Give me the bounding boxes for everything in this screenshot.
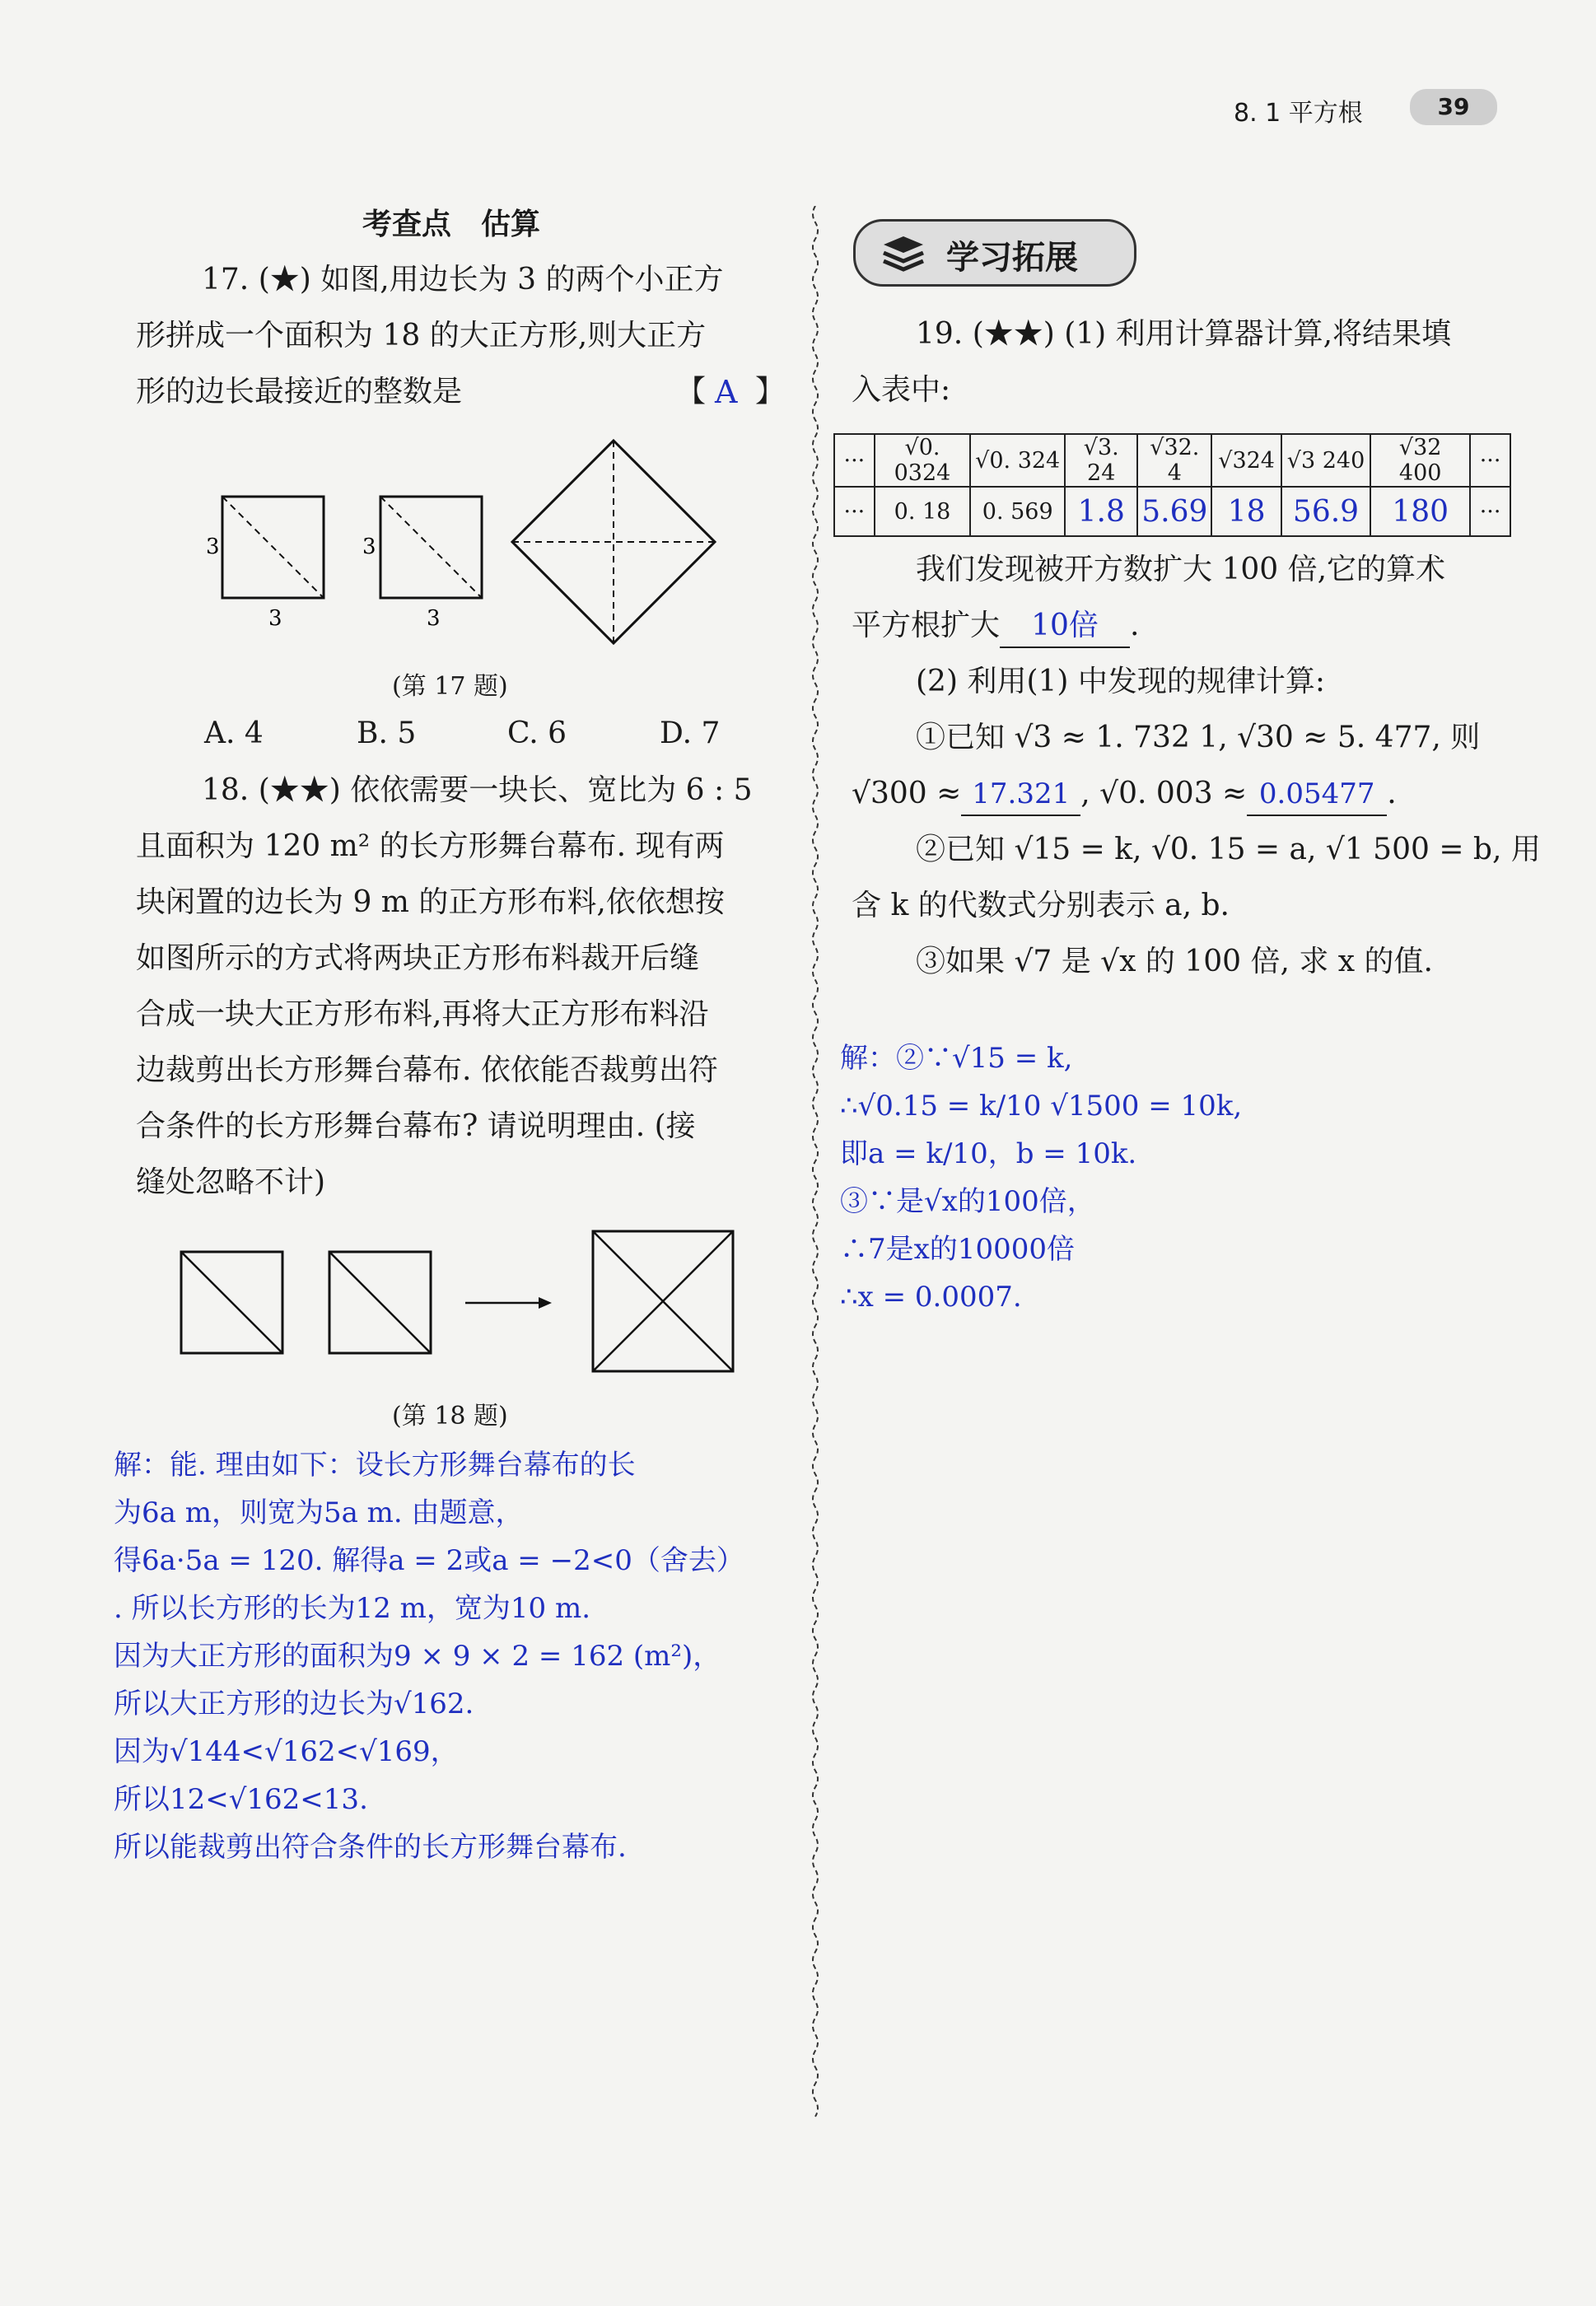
p1-mid: , √0. 003 ≈ (1080, 777, 1248, 810)
solution-line: 因为大正方形的面积为9 × 9 × 2 = 162 (m²)， (114, 1640, 721, 1673)
figure-17-caption: (第 17 题) (392, 672, 508, 701)
dashed-diagonal (380, 497, 482, 598)
q18-line: 合成一块大正方形布料,再将大正方形布料沿 (136, 997, 709, 1031)
cut-line (181, 1252, 282, 1353)
figure-17 (189, 432, 725, 647)
option-d: D. 7 (660, 717, 721, 750)
page-number: 39 (1410, 89, 1497, 125)
badge-label: 学习拓展 (946, 239, 1078, 277)
table-cell: √324 (1211, 434, 1281, 487)
section-title: 考查点 估算 (362, 208, 541, 241)
p1-lead: √300 ≈ (852, 777, 962, 810)
q17-bracket-open: 【 (676, 375, 707, 408)
p1-answer-2: 0.05477 (1247, 773, 1387, 816)
table-cell: √0. 324 (970, 434, 1065, 487)
solution-line: ∴7是x的10000倍 (840, 1233, 1075, 1266)
solution-line: ∴x = 0.0007. (840, 1281, 1022, 1314)
book-icon (880, 233, 926, 273)
q19-line: 19. (★★) (1) 利用计算器计算,将结果填 (916, 317, 1452, 351)
p1-line: ①已知 √3 ≈ 1. 732 1, √30 ≈ 5. 477, 则 (916, 721, 1481, 754)
observe-line: 平方根扩大 (852, 609, 1001, 642)
solution-line: ∴√0.15 = k/10 √1500 = 10k, (840, 1090, 1243, 1123)
solution-line: 所以大正方形的边长为√162. (114, 1687, 474, 1720)
solution-line: 因为√144<√162<√169， (114, 1735, 459, 1768)
q18-line: 且面积为 120 m² 的长方形舞台幕布. 现有两 (136, 829, 725, 863)
q18-line: 18. (★★) 依依需要一块长、宽比为 6 : 5 (202, 773, 753, 807)
answer-cell: 18 (1211, 487, 1281, 536)
solution-line: 解：②∵√15 = k, (840, 1042, 1073, 1075)
table-cell: 0. 569 (970, 487, 1065, 536)
table-row (834, 487, 1510, 536)
solution-line: 得6a·5a = 120. 解得a = 2或a = −2<0（舍去） (114, 1544, 744, 1577)
observe-line: 我们发现被开方数扩大 100 倍,它的算术 (916, 553, 1446, 586)
option-a: A. 4 (204, 717, 264, 750)
figure-18 (173, 1227, 749, 1379)
solution-line: ③∵是√x的100倍， (840, 1185, 1095, 1218)
table-row (834, 434, 1510, 487)
q17-bracket-close: 】 (755, 375, 786, 408)
q18-line: 边裁剪出长方形舞台幕布. 依依能否裁剪出符 (136, 1053, 718, 1087)
table-cell: √0. 0324 (875, 434, 970, 487)
q17-text (136, 252, 795, 420)
table-cell: √3 240 (1281, 434, 1370, 487)
solution-line: 解：能. 理由如下：设长方形舞台幕布的长 (114, 1449, 636, 1482)
table-cell: ··· (834, 434, 875, 487)
q18-line: 合条件的长方形舞台幕布? 请说明理由. (接 (136, 1109, 696, 1143)
study-extension-badge (853, 219, 1136, 287)
p1-answer-1: 17.321 (961, 773, 1080, 816)
q18-solution (114, 1441, 797, 1871)
answer-cell: 1.8 (1065, 487, 1137, 536)
solution-line: . 所以长方形的长为12 m，宽为10 m. (114, 1592, 591, 1625)
side-label: 3 (268, 606, 282, 631)
q17-line: 形拼成一个面积为 18 的大正方形,则大正方 (136, 319, 707, 352)
q17-line: 17. (★) 如图,用边长为 3 的两个小正方 (202, 263, 724, 296)
q19-body: 我们发现被开方数扩大 100 倍,它的算术 平方根扩大 10倍 . (2) 利用(1) 中发现的规律计算: ①已知 √3 ≈ 1. 732 1, √30 ≈ 5. 477, 则 √300 ≈ 17.321 , √0. 003 ≈ 0.05477 . ②已知 √15 = k, √0. 15 = a, √1 500 = b, 用 含 k 的代数式分别表示 a, b. ③如果 √7 是 √x 的 100 倍, 求 x 的值. (852, 542, 1560, 990)
table-cell: ··· (834, 487, 875, 536)
table-cell: ··· (1470, 487, 1510, 536)
part2-line: (2) 利用(1) 中发现的规律计算: (916, 665, 1326, 698)
answer-cell: 5.69 (1137, 487, 1211, 536)
solution-line: 所以12<√162<13. (114, 1783, 368, 1816)
q18-text (136, 763, 795, 1211)
side-label: 3 (206, 534, 220, 559)
option-b: B. 5 (357, 717, 417, 750)
table-cell: √32 400 (1370, 434, 1470, 487)
header-section: 8. 1 平方根 (1234, 99, 1363, 128)
q17-answer: A (715, 374, 738, 410)
solution-line: 为6a m，则宽为5a m. 由题意， (114, 1496, 524, 1529)
arrow-head (539, 1297, 552, 1309)
side-label: 3 (362, 534, 376, 559)
figure-18-caption: (第 18 题) (392, 1402, 508, 1431)
solution-line: 即a = k/10，b = 10k. (840, 1137, 1137, 1170)
table-cell: ··· (1470, 434, 1510, 487)
observe-answer: 10倍 (1000, 605, 1130, 648)
table-cell: √32. 4 (1137, 434, 1211, 487)
q19-intro (852, 306, 1543, 418)
table-cell: √3. 24 (1065, 434, 1137, 487)
solution-line: 所以能裁剪出符合条件的长方形舞台幕布. (114, 1831, 627, 1864)
answer-cell: 180 (1370, 487, 1470, 536)
side-label: 3 (427, 606, 441, 631)
q18-line: 缝处忽略不计) (136, 1165, 326, 1199)
q18-line: 如图所示的方式将两块正方形布料裁开后缝 (136, 941, 700, 975)
p3-line: ③如果 √7 是 √x 的 100 倍, 求 x 的值. (916, 945, 1433, 978)
p2-line: ②已知 √15 = k, √0. 15 = a, √1 500 = b, 用 (916, 833, 1541, 866)
large-square (512, 441, 715, 643)
q18-line: 块闲置的边长为 9 m 的正方形布料,依依想按 (136, 885, 725, 919)
q19-solution (840, 1034, 1548, 1321)
dashed-diagonal (222, 497, 324, 598)
cut-line (329, 1252, 431, 1353)
calc-table (833, 433, 1511, 537)
table-cell: 0. 18 (875, 487, 970, 536)
q19-line: 入表中: (852, 373, 951, 407)
q17-line: 形的边长最接近的整数是 (136, 375, 463, 408)
column-divider (807, 206, 824, 2125)
answer-cell: 56.9 (1281, 487, 1370, 536)
p2-line: 含 k 的代数式分别表示 a, b. (852, 889, 1230, 922)
option-c: C. 6 (507, 717, 567, 750)
